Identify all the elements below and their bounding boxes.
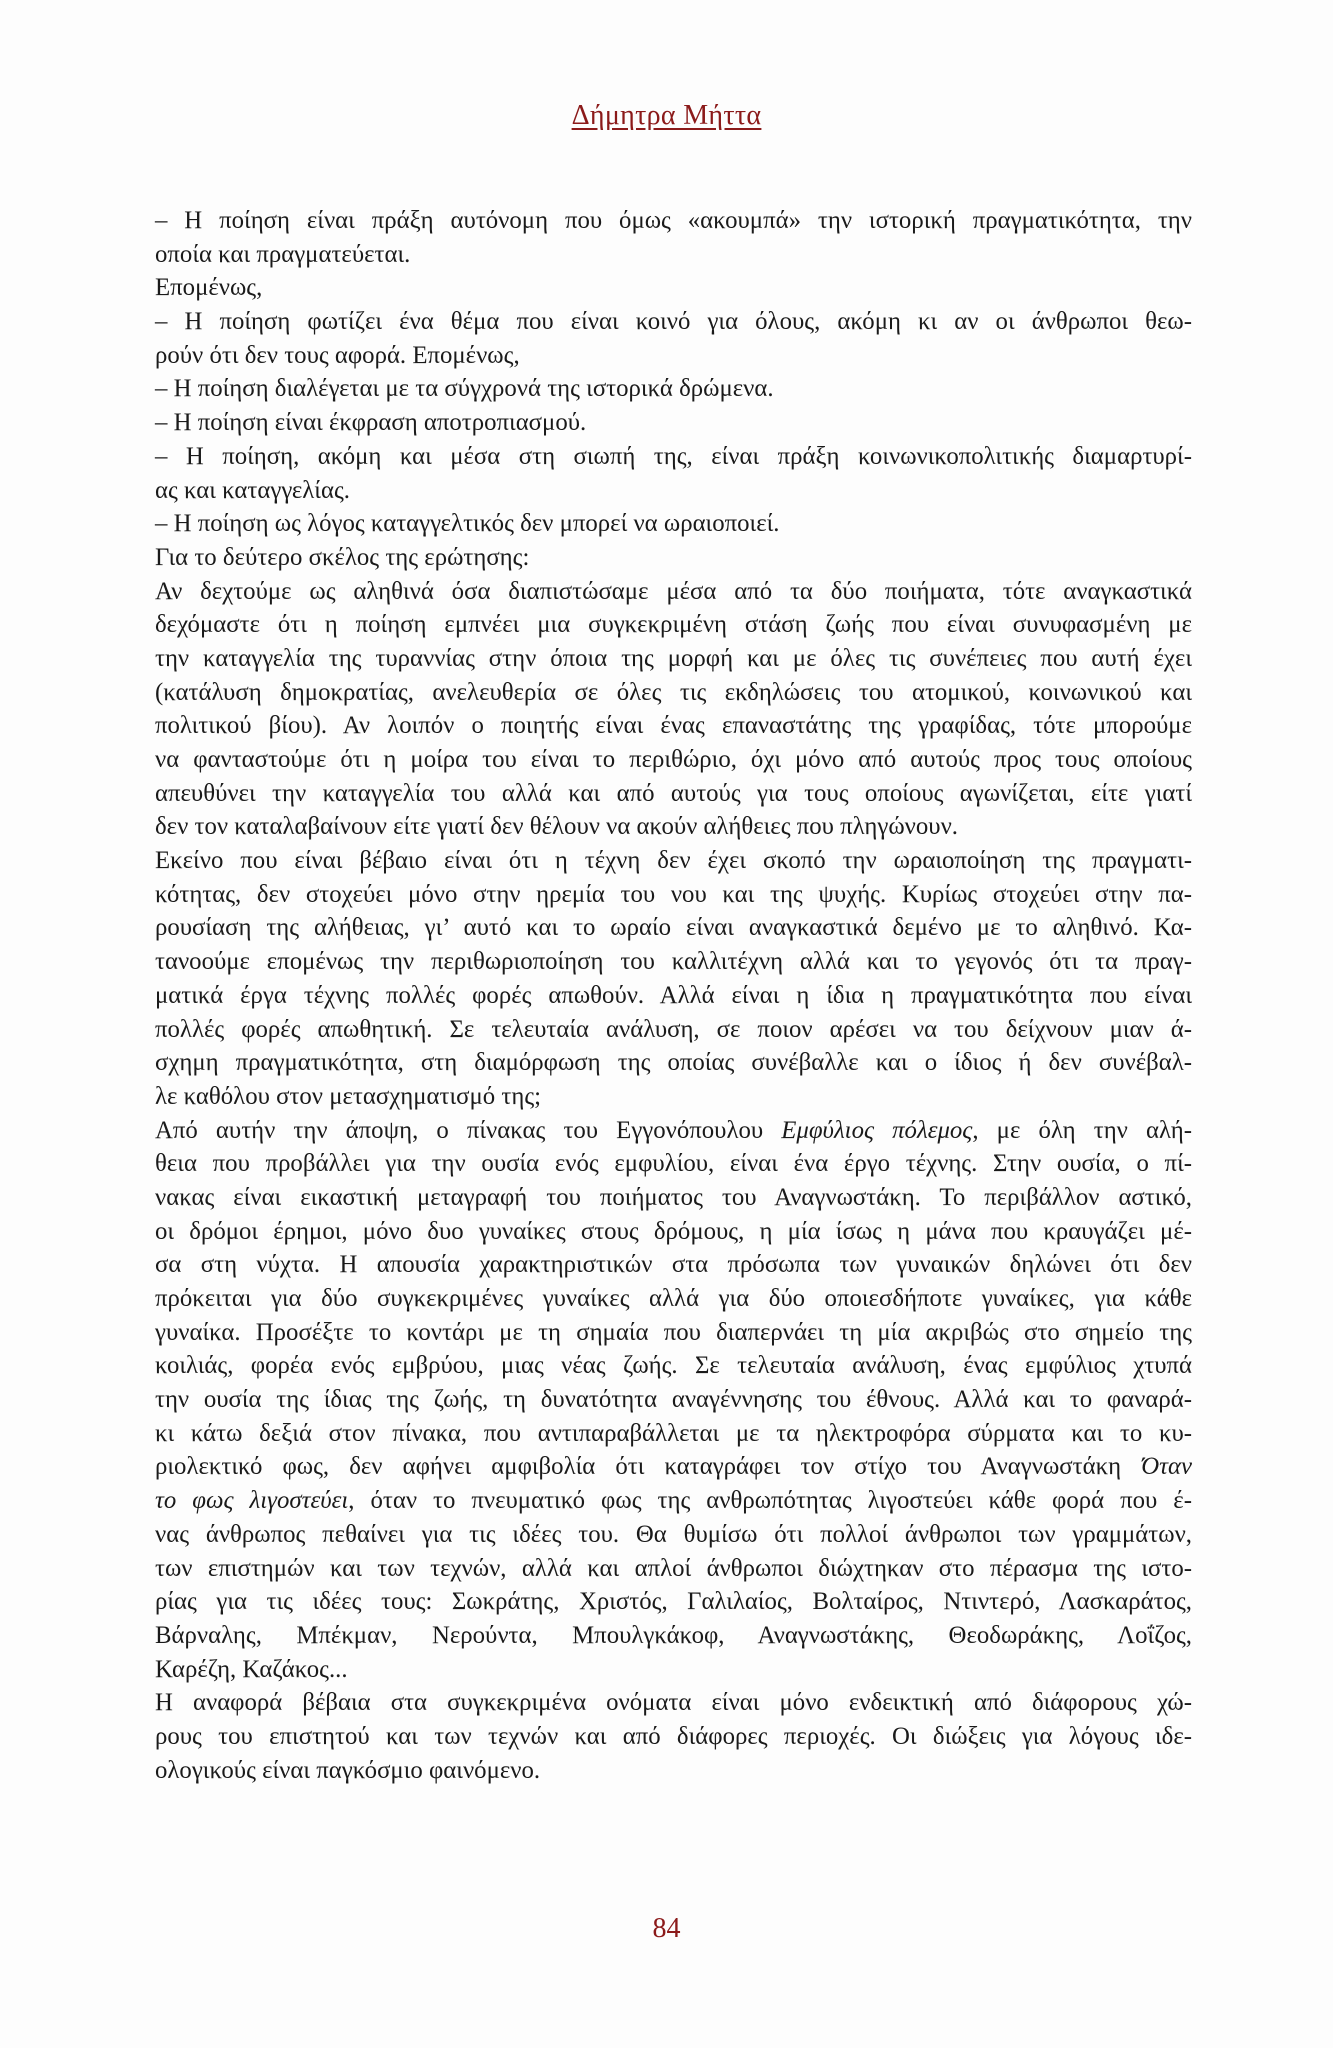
text-line: δεν τον καταλαβαίνουν είτε γιατί δεν θέλουν να ακούν αλήθειες που πληγώνουν. bbox=[155, 813, 958, 841]
text-line: ρους του επιστητού και των τεχνών και από διάφορες περιοχές. Οι διώξεις για λόγους ιδε- bbox=[155, 1722, 1192, 1750]
text-line: οποία και πραγματεύεται. bbox=[155, 240, 411, 268]
text-line: – Η ποίηση ως λόγος καταγγελτικός δεν μπορεί να ωραιοποιεί. bbox=[155, 510, 780, 538]
text-line: Εκείνο που είναι βέβαιο είναι ότι η τέχνη δεν έχει σκοπό την ωραιοποίηση της πραγματι- bbox=[155, 847, 1192, 875]
text-line: οι δρόμοι έρημοι, μόνο δυο γυναίκες στους δρόμους, η μία ίσως η μάνα που κραυγάζει μέ- bbox=[155, 1217, 1192, 1245]
text-line: των επιστημών και των τεχνών, αλλά και απλοί άνθρωποι διώχτηκαν στο πέρασμα της ιστο- bbox=[155, 1554, 1192, 1582]
italic-title: Εμφύλιος πόλεμος bbox=[781, 1116, 973, 1144]
text-line: Για το δεύτερο σκέλος της ερώτησης: bbox=[155, 543, 530, 571]
text-line: θεια που προβάλλει για την ουσία ενός εμφυλίου, είναι ένα έργο τέχνης. Στην ουσία, ο πί- bbox=[155, 1150, 1192, 1178]
page-number: 84 bbox=[652, 1913, 681, 1944]
italic-title: το φως λιγοστεύει bbox=[155, 1487, 349, 1515]
italic-title: Όταν bbox=[1141, 1453, 1192, 1481]
running-header-author: Δήμητρα Μήττα bbox=[571, 100, 762, 131]
text-line: πολιτικού βίου). Αν λοιπόν ο ποιητής είναι ένας επαναστάτης της γραφίδας, τότε μπορούμε bbox=[155, 712, 1192, 740]
text-line: σα στη νύχτα. Η απουσία χαρακτηριστικών στα πρόσωπα των γυναικών δηλώνει ότι δεν bbox=[155, 1251, 1192, 1279]
text-line: ρουσίαση της αλήθειας, γι’ αυτό και το ωραίο είναι αναγκαστικά δεμένο με το αληθινό. Κα- bbox=[155, 914, 1192, 942]
text-line: – Η ποίηση διαλέγεται με τα σύγχρονά της ιστορικά δρώμενα. bbox=[155, 375, 774, 403]
text-line: ολογικούς είναι παγκόσμιο φαινόμενο. bbox=[155, 1756, 541, 1784]
text-line: Επομένως, bbox=[155, 274, 263, 302]
text-segment: ριολεκτικό φως, δεν αφήνει αμφιβολία ότι καταγράφει τον στίχο του Αναγνωστάκη bbox=[155, 1453, 1142, 1481]
text-line: κότητας, δεν στοχεύει μόνο στην ηρεμία του νου και της ψυχής. Κυρίως στοχεύει στην πα- bbox=[155, 880, 1192, 908]
text-line: νας άνθρωπος πεθαίνει για τις ιδέες του. Θα θυμίσω ότι πολλοί άνθρωποι των γραμμάτων, bbox=[155, 1520, 1192, 1548]
text-line: νακας είναι εικαστική μεταγραφή του ποιήματος του Αναγνωστάκη. Το περιβάλλον αστικό, bbox=[155, 1183, 1192, 1211]
text-line bbox=[155, 1114, 1192, 1148]
text-line: την καταγγελία της τυραννίας στην όποια της μορφή και με όλες τις συνέπειες που αυτή έχει bbox=[155, 644, 1192, 672]
text-line: κι κάτω δεξιά στον πίνακα, που αντιπαραβάλλεται με τα ηλεκτροφόρα σύρματα και το κυ- bbox=[155, 1419, 1192, 1447]
text-line: – Η ποίηση φωτίζει ένα θέμα που είναι κοινό για όλους, ακόμη κι αν οι άνθρωποι θεω- bbox=[155, 308, 1192, 336]
text-line: – Η ποίηση είναι πράξη αυτόνομη που όμως «ακουμπά» την ιστορική πραγματικότητα, την bbox=[155, 207, 1192, 234]
text-line: Καρέζη, Καζάκος... bbox=[155, 1655, 348, 1683]
body-text bbox=[155, 204, 1192, 1787]
text-line: πολλές φορές απωθητική. Σε τελευταία ανάλυση, σε ποιον αρέσει να του δείχνουν μιαν ά- bbox=[155, 1015, 1192, 1043]
text-line: δεχόμαστε ότι η ποίηση εμπνέει μια συγκεκριμένη στάση ζωής που είναι συνυφασμένη με bbox=[155, 611, 1192, 639]
text-line: ματικά έργα τέχνης πολλές φορές απωθούν. Αλλά είναι η ίδια η πραγματικότητα που είναι bbox=[155, 981, 1192, 1009]
text-line: Βάρναλης, Μπέκμαν, Νερούντα, Μπουλγκάκοφ, Αναγνωστάκης, Θεοδωράκης, Λοΐζος, bbox=[155, 1621, 1192, 1649]
text-line: Αν δεχτούμε ως αληθινά όσα διαπιστώσαμε μέσα από τα δύο ποιήματα, τότε αναγκαστικά bbox=[155, 577, 1192, 605]
text-line: γυναίκα. Προσέξτε το κοντάρι με τη σημαία που διαπερνάει τη μία ακριβώς στο σημείο της bbox=[155, 1318, 1192, 1346]
text-line bbox=[155, 1484, 1192, 1518]
text-line: σχημη πραγματικότητα, στη διαμόρφωση της οποίας συνέβαλλε και ο ίδιος ή δεν συνέβαλ- bbox=[155, 1049, 1192, 1077]
text-line: – Η ποίηση, ακόμη και μέσα στη σιωπή της, είναι πράξη κοινωνικοπολιτικής διαμαρτυρί- bbox=[155, 442, 1192, 470]
text-segment: , όταν το πνευματικό φως της ανθρωπότητας λιγοστεύει κάθε φορά που έ- bbox=[348, 1487, 1192, 1515]
text-line: Η αναφορά βέβαια στα συγκεκριμένα ονόματα είναι μόνο ενδεικτική από διάφορους χώ- bbox=[155, 1689, 1192, 1717]
text-line: λε καθόλου στον μετασχηματισμό της; bbox=[155, 1082, 542, 1110]
text-line: να φανταστούμε ότι η μοίρα του είναι το περιθώριο, όχι μόνο από αυτούς προς τους οποίους bbox=[155, 746, 1192, 773]
text-line: την ουσία της ίδιας της ζωής, τη δυνατότητα αναγέννησης του έθνους. Αλλά και το φαναρά- bbox=[155, 1386, 1192, 1414]
text-line bbox=[155, 1450, 1192, 1484]
text-line: ρίας για τις ιδέες τους: Σωκράτης, Χριστός, Γαλιλαίος, Βολταίρος, Ντιντερό, Λασκαράτος, bbox=[155, 1588, 1192, 1616]
text-line: πρόκειται για δύο συγκεκριμένες γυναίκες αλλά για δύο οποιεσδήποτε γυναίκες, για κάθε bbox=[155, 1285, 1192, 1312]
text-segment: , με όλη την αλή- bbox=[972, 1116, 1193, 1144]
text-line: τανοούμε επομένως την περιθωριοποίηση του καλλιτέχνη αλλά και το γεγονός ότι τα πραγ- bbox=[155, 948, 1192, 976]
text-line: απευθύνει την καταγγελία του αλλά και από αυτούς για τους οποίους αγωνίζεται, είτε γιατί bbox=[155, 779, 1192, 807]
text-line: ρούν ότι δεν τους αφορά. Επομένως, bbox=[155, 341, 520, 369]
text-line: ας και καταγγελίας. bbox=[155, 476, 350, 504]
text-segment: Από αυτήν την άποψη, ο πίνακας του Εγγονόπουλου bbox=[155, 1116, 782, 1144]
text-line: (κατάλυση δημοκρατίας, ανελευθερία σε όλες τις εκδηλώσεις του ατομικού, κοινωνικού και bbox=[155, 678, 1192, 706]
text-line: – Η ποίηση είναι έκφραση αποτροπιασμού. bbox=[155, 409, 587, 437]
text-line: κοιλιάς, φορέα ενός εμβρύου, μιας νέας ζωής. Σε τελευταία ανάλυση, ένας εμφύλιος χτυπά bbox=[155, 1352, 1192, 1380]
